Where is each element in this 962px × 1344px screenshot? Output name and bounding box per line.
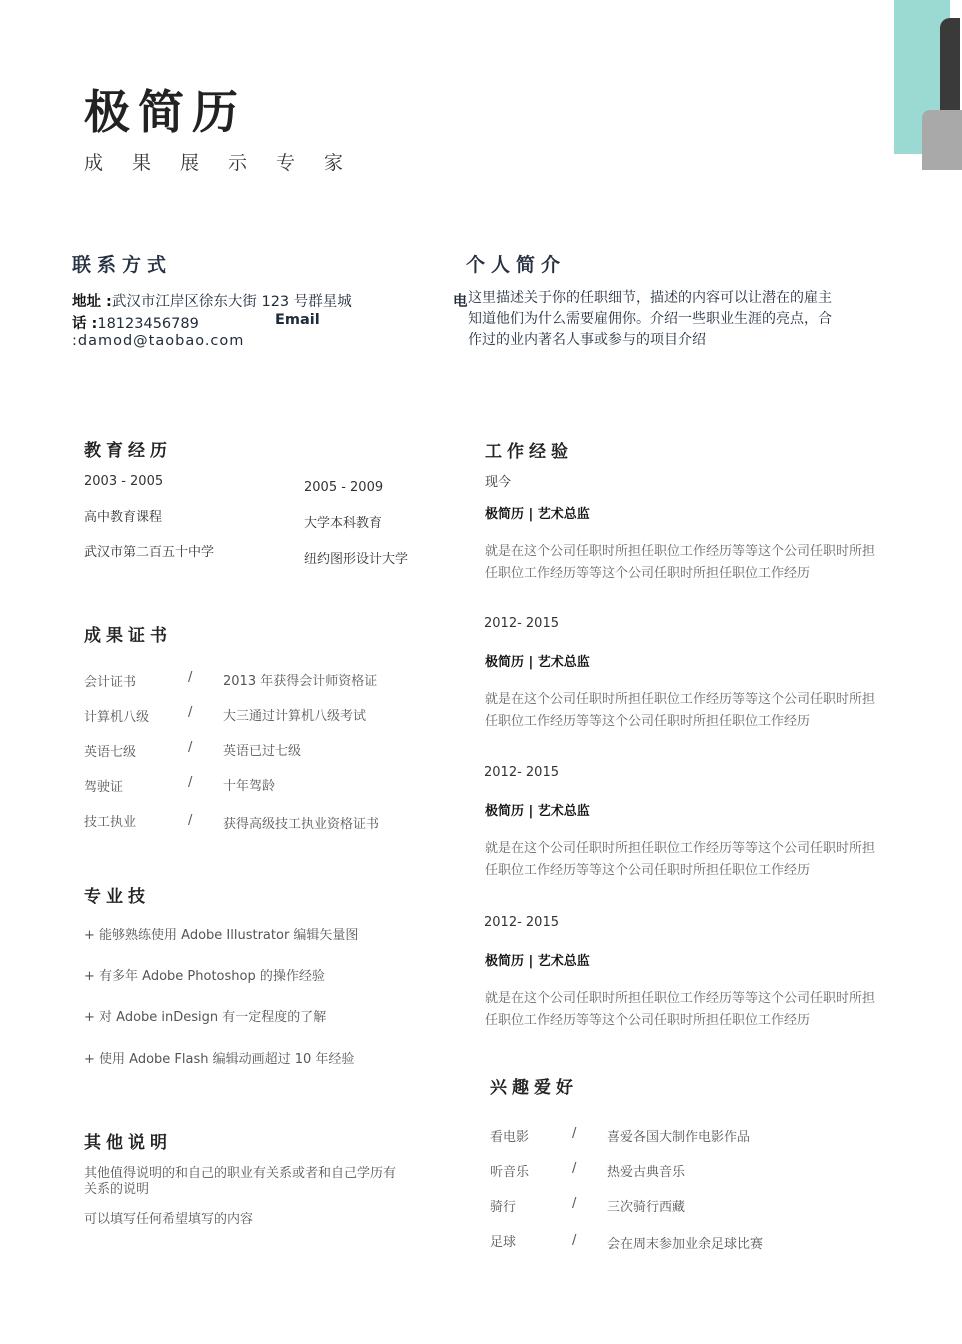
work-heading: 工作经验 [485,442,573,462]
hobby-desc: 喜爱各国大制作电影作品 [607,1130,751,1145]
hobby-name: 骑行 [490,1200,517,1215]
hobby-separator: / [572,1233,577,1248]
hobby-desc: 会在周末参加业余足球比赛 [607,1237,764,1252]
hobbies-heading: 兴趣爱好 [490,1078,578,1098]
hobby-separator: / [572,1126,577,1141]
work-title: 极简历 | 艺术总监 [485,804,590,819]
work-desc: 就是在这个公司任职时所担任职位工作经历等等这个公司任职时所担任职位工作经历等等这个公司任职时所担任职位工作经历 [485,841,876,878]
address-value: 武汉市江岸区徐东大街 123 号群星城 [111,294,352,310]
cert-separator: / [188,670,193,685]
contact-address [72,290,352,311]
photo-body-shape [922,110,962,170]
edu-school-2: 纽约图形设计大学 [304,552,409,567]
hobby-desc: 三次骑行西藏 [607,1200,686,1215]
email-value: :damod@taobao.com [72,333,245,349]
work-desc: 就是在这个公司任职时所担任职位工作经历等等这个公司任职时所担任职位工作经历等等这个公司任职时所担任职位工作经历 [485,544,876,581]
skill-item: + 使用 Adobe Flash 编辑动画超过 10 年经验 [84,1052,355,1067]
resume-subtitle: 成果展示专家 [84,152,373,174]
work-title: 极简历 | 艺术总监 [485,507,590,522]
cert-name: 计算机八级 [84,710,150,725]
phone-value: 18123456789 [97,316,199,332]
skill-item: + 有多年 Adobe Photoshop 的操作经验 [84,969,325,984]
skills-heading: 专业技 [84,887,150,907]
certificates-heading: 成果证书 [84,626,172,646]
edu-course-1: 高中教育课程 [84,510,163,525]
phone-label: 话 : [72,316,98,332]
hobby-name: 看电影 [490,1130,530,1145]
cert-desc: 英语已过七级 [223,744,302,759]
address-label: 地址 : [72,294,112,310]
cert-name: 技工执业 [84,815,137,830]
contact-heading: 联系方式 [72,254,173,276]
hobby-desc: 热爱古典音乐 [607,1165,686,1180]
cert-desc: 大三通过计算机八级考试 [223,709,367,724]
cert-desc: 2013 年获得会计师资格证 [223,674,378,689]
cert-separator: / [188,740,193,755]
work-period: 2012- 2015 [484,765,559,780]
cert-name: 驾驶证 [84,780,124,795]
profile-text: 这里描述关于你的任职细节，描述的内容可以让潜在的雇主知道他们为什么需要雇佣你。介绍一些职业生涯的亮点，合作过的业内著名人事或参与的项目介绍 [468,290,832,348]
edu-school-1: 武汉市第二百五十中学 [84,545,215,560]
cert-desc: 十年驾龄 [223,779,276,794]
cert-separator: / [188,813,193,828]
cert-desc: 获得高级技工执业资格证书 [223,817,380,832]
cert-name: 英语七级 [84,745,137,760]
hobby-name: 足球 [490,1235,517,1250]
education-heading: 教育经历 [84,441,172,461]
work-title: 极简历 | 艺术总监 [485,954,590,969]
work-period: 现今 [485,475,512,490]
edu-period-1: 2003 - 2005 [84,474,164,489]
other-line: 关系的说明 [84,1182,150,1197]
profile-heading: 个人简介 [466,254,567,276]
other-heading: 其他说明 [84,1133,172,1153]
work-period: 2012- 2015 [484,915,559,930]
edu-course-2: 大学本科教育 [304,516,383,531]
hobby-separator: / [572,1196,577,1211]
profile-photo [894,0,950,154]
email-label: Email [275,312,320,328]
resume-title: 极简历 [84,85,246,139]
hobby-name: 听音乐 [490,1165,530,1180]
cert-name: 会计证书 [84,675,137,690]
skill-item: + 能够熟练使用 Adobe Illustrator 编辑矢量图 [84,928,359,943]
edu-period-2: 2005 - 2009 [304,480,384,495]
other-line: 其他值得说明的和自己的职业有关系或者和自己学历有 [84,1166,397,1181]
cert-separator: / [188,705,193,720]
skill-item: + 对 Adobe inDesign 有一定程度的了解 [84,1010,327,1025]
work-desc: 就是在这个公司任职时所担任职位工作经历等等这个公司任职时所担任职位工作经历等等这个公司任职时所担任职位工作经历 [485,991,876,1028]
work-desc: 就是在这个公司任职时所担任职位工作经历等等这个公司任职时所担任职位工作经历等等这个公司任职时所担任职位工作经历 [485,692,876,729]
work-period: 2012- 2015 [484,616,559,631]
contact-phone [72,312,199,333]
other-line: 可以填写任何希望填写的内容 [84,1212,254,1227]
cert-separator: / [188,775,193,790]
profile-prefix: 电 [453,294,468,310]
work-title: 极简历 | 艺术总监 [485,655,590,670]
hobby-separator: / [572,1161,577,1176]
